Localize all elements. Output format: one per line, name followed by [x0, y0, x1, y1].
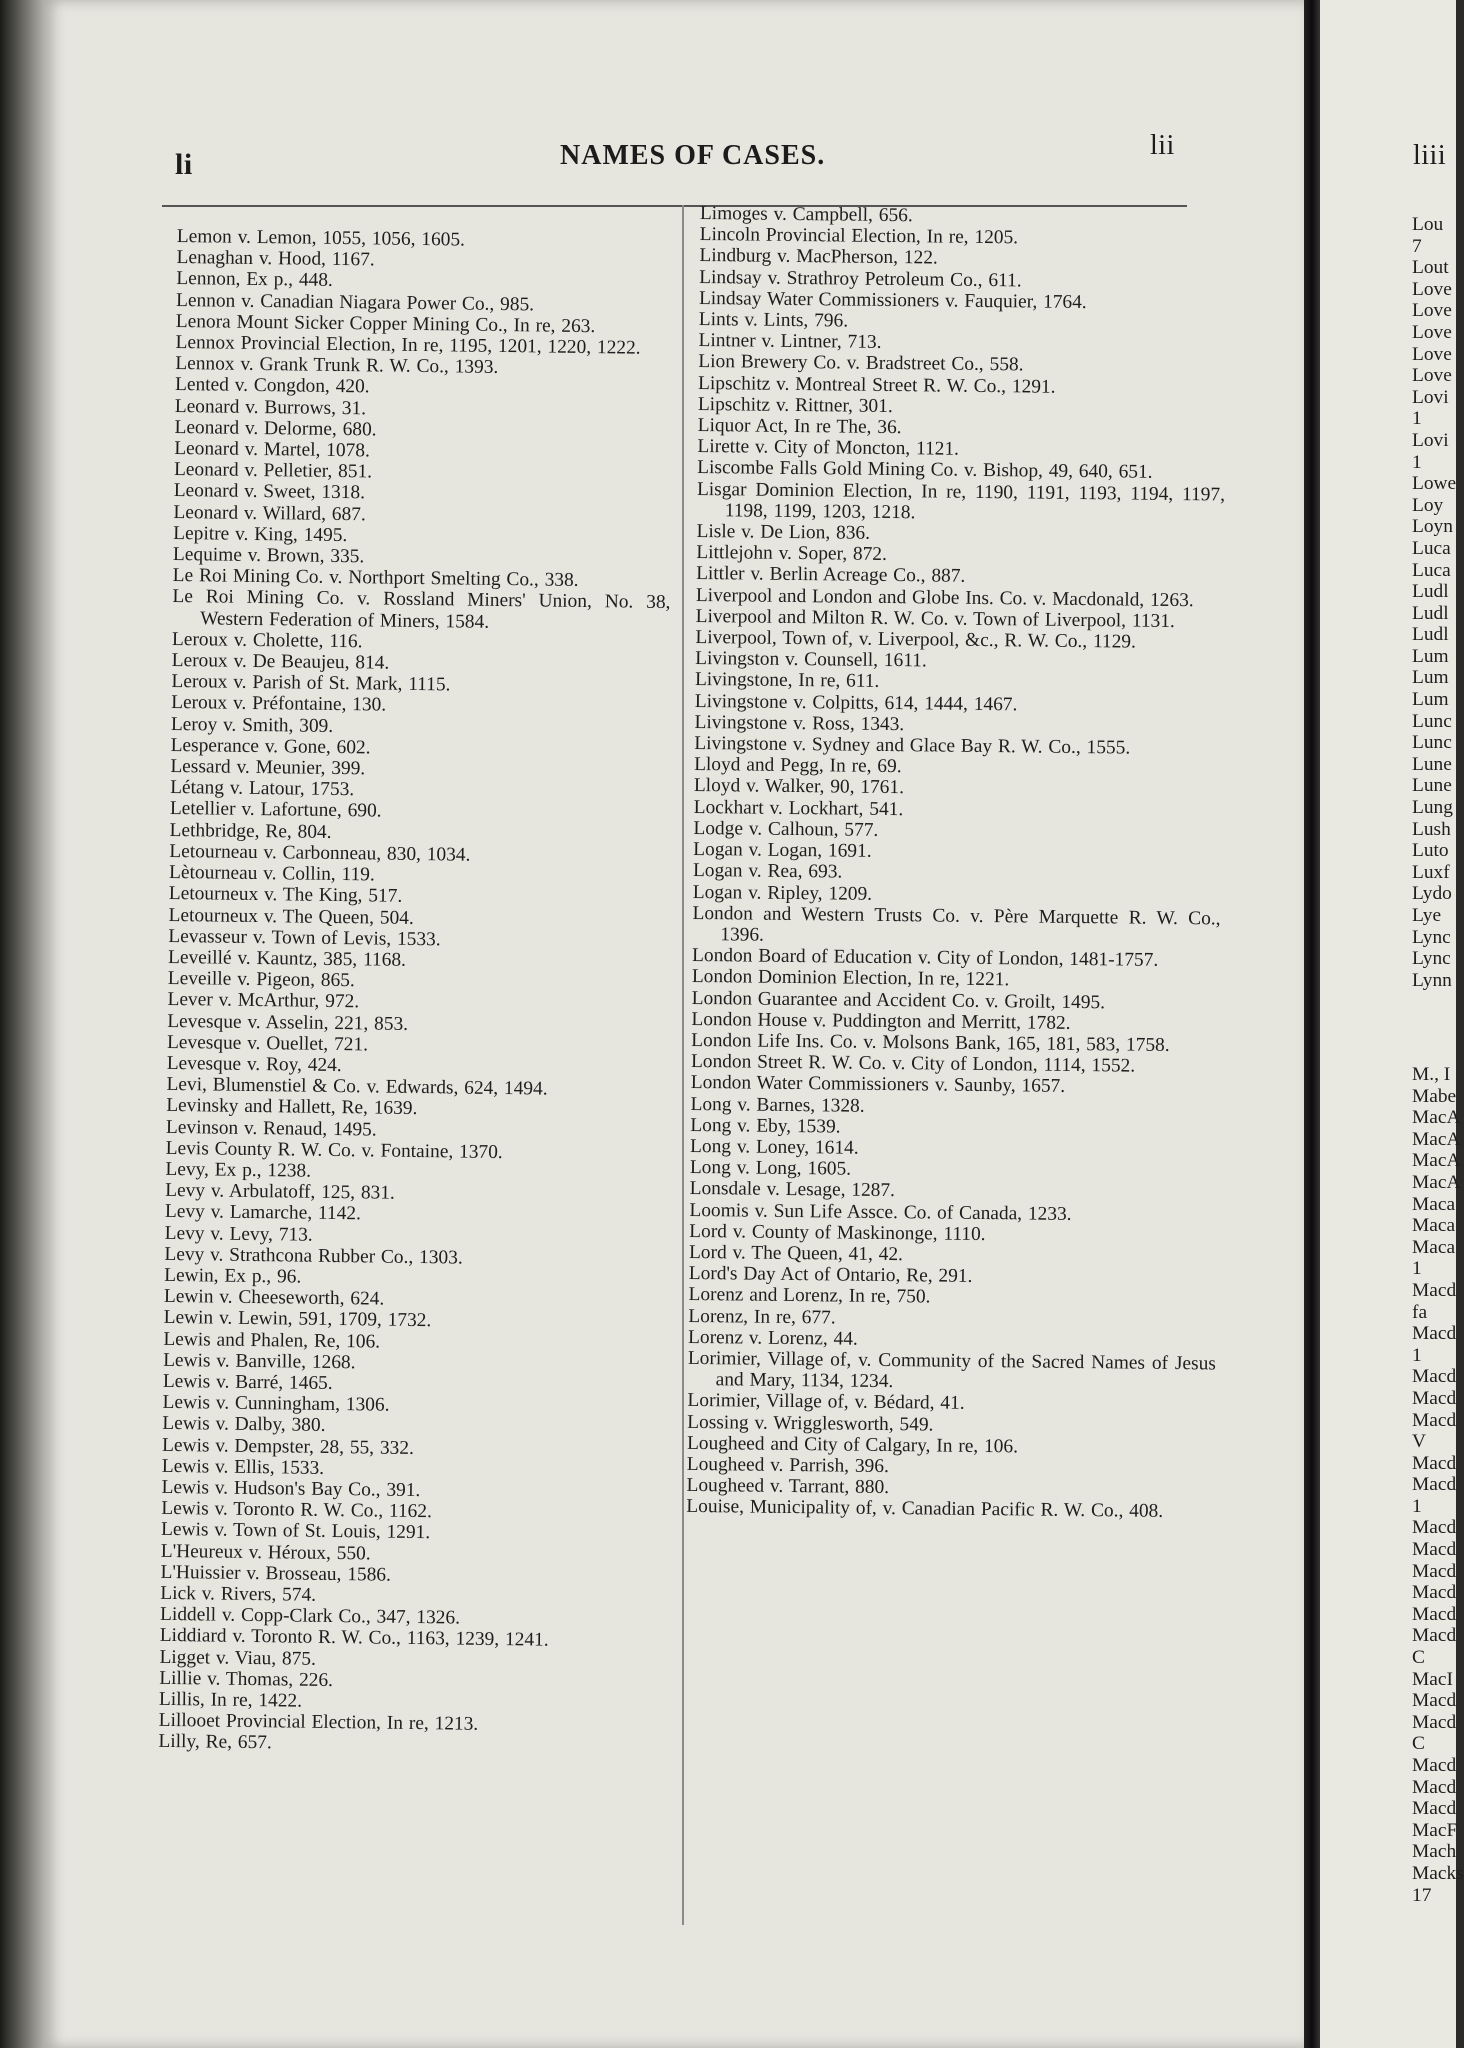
adjacent-page-entry-fragment: 1: [1412, 408, 1422, 430]
case-entry: Levesque v. Asselin, 221, 853.: [167, 1010, 409, 1035]
adjacent-page-entry-fragment: Macd: [1412, 1582, 1457, 1604]
adjacent-page-entry-fragment: MacA: [1412, 1107, 1461, 1129]
adjacent-page-entry-fragment: Mabe: [1412, 1085, 1457, 1107]
adjacent-page-entry-fragment: MacF: [1412, 1819, 1458, 1841]
adjacent-page-entry-fragment: Lowe: [1412, 473, 1457, 495]
case-entry: Letourneux v. The Queen, 504.: [168, 904, 414, 929]
case-entry: Lewin, Ex p., 96.: [164, 1264, 302, 1288]
case-entry: Lennox Provincial Election, In re, 1195, 1201, 1220, 1222.: [175, 332, 641, 359]
adjacent-page-entry-fragment: Lovi: [1412, 386, 1449, 408]
adjacent-page-entry-fragment: Loyn: [1412, 516, 1453, 538]
case-entry: Leroux v. Cholette, 116.: [171, 628, 363, 653]
adjacent-page-entry-fragment: Macd: [1412, 1798, 1457, 1820]
adjacent-page-entry-fragment: M., I: [1412, 1064, 1451, 1085]
case-entry: Lepitre v. King, 1495.: [173, 522, 348, 546]
adjacent-page-entry-fragment: Luca: [1412, 537, 1451, 559]
adjacent-page-entry-fragment: Lou: [1412, 214, 1444, 235]
case-entry: Lewin v. Cheeseworth, 624.: [163, 1286, 385, 1310]
case-entry: Leroux v. Parish of St. Mark, 1115.: [171, 671, 451, 696]
case-entry: Lennon v. Canadian Niagara Power Co., 985.: [175, 289, 535, 315]
adjacent-page-entry-fragment: Macd: [1412, 1474, 1457, 1496]
adjacent-page-entry-fragment: Luxf: [1412, 861, 1450, 883]
case-entry: Lodge v. Calhoun, 577.: [693, 817, 879, 841]
case-entry: Leroux v. Préfontaine, 130.: [171, 692, 387, 717]
book-binding-shadow: [0, 0, 46, 2048]
adjacent-page-entry-fragment: Mach: [1412, 1841, 1457, 1863]
adjacent-page-entry-fragment: Love: [1412, 300, 1452, 322]
case-entry: Letellier v. Lafortune, 690.: [169, 798, 382, 823]
case-entry: Letourneux v. The King, 517.: [168, 883, 403, 908]
book-gutter: [1304, 0, 1320, 2048]
case-entry: Lilly, Re, 657.: [158, 1731, 272, 1754]
running-head-title: NAMES OF CASES.: [560, 140, 826, 171]
adjacent-page-entry-fragment: fa: [1412, 1301, 1428, 1323]
case-entry: Limoges v. Campbell, 656.: [699, 203, 913, 227]
adjacent-page-entry-fragment: Macd: [1412, 1690, 1457, 1712]
column-divider: [682, 205, 684, 1925]
case-entry: Lion Brewery Co. v. Bradstreet Co., 558.: [698, 351, 1024, 376]
case-entry: Lewis v. Banville, 1268.: [163, 1349, 356, 1374]
case-entry: Létang v. Latour, 1753.: [170, 777, 355, 801]
case-entry: Leonard v. Pelletier, 851.: [173, 459, 373, 483]
adjacent-page-entry-fragment: MacI: [1412, 1668, 1453, 1690]
adjacent-page-entry-fragment: Lovi: [1412, 429, 1449, 451]
adjacent-page-entry-fragment: Lydo: [1412, 883, 1452, 905]
case-entry: Lindsay v. Strathroy Petroleum Co., 611.: [699, 266, 1022, 291]
page-number-left: li: [175, 148, 193, 181]
case-entry: Livingstone v. Ross, 1343.: [694, 711, 905, 736]
case-entry: Lisle v. De Lion, 836.: [696, 521, 871, 544]
adjacent-page-entry-fragment: Luto: [1412, 840, 1449, 862]
adjacent-page-stubs-bottom: [1412, 1064, 1464, 1906]
adjacent-page-entry-fragment: Macd: [1412, 1452, 1457, 1474]
case-entry: Lewis v. Town of St. Louis, 1291.: [160, 1519, 431, 1544]
adjacent-page-entry-fragment: Love: [1412, 321, 1452, 343]
adjacent-page-entry-fragment: Love: [1412, 343, 1452, 365]
case-entry: London Board of Education v. City of London, 1481-1757.: [692, 945, 1159, 971]
adjacent-page-entry-fragment: Lye: [1412, 905, 1442, 926]
adjacent-page-entry-fragment: Ludl: [1412, 624, 1449, 646]
case-entry: Lintner v. Lintner, 713.: [698, 330, 882, 354]
case-entry: Leveillé v. Kauntz, 385, 1168.: [167, 946, 407, 971]
case-entry: Levy v. Levy, 713.: [164, 1222, 313, 1246]
case-entry: Levinson v. Renaud, 1495.: [165, 1116, 377, 1141]
case-entry: Livingston v. Counsell, 1611.: [695, 648, 927, 672]
case-entry: Ligget v. Viau, 875.: [159, 1646, 317, 1670]
case-entry: Lenora Mount Sicker Copper Mining Co., In re, 263.: [175, 310, 596, 337]
case-entry: Levinsky and Hallett, Re, 1639.: [166, 1095, 418, 1120]
case-entry: Leonard v. Sweet, 1318.: [173, 480, 366, 504]
case-entry: Levi, Blumenstiel & Co. v. Edwards, 624, 1494.: [166, 1074, 548, 1100]
case-entry: Lewis v. Cunningham, 1306.: [162, 1392, 390, 1416]
case-entry: Littlejohn v. Soper, 872.: [696, 542, 887, 566]
adjacent-page-entry-fragment: Loy: [1412, 494, 1444, 516]
case-entry: Levesque v. Roy, 424.: [166, 1052, 342, 1076]
adjacent-page-entry-fragment: 1: [1412, 1258, 1422, 1280]
case-entry: Lemon v. Lemon, 1055, 1056, 1605.: [176, 226, 466, 251]
adjacent-page-entry-fragment: Lum: [1412, 645, 1449, 667]
case-entry: Lloyd v. Walker, 90, 1761.: [693, 775, 905, 799]
adjacent-page-entry-fragment: Lush: [1412, 818, 1451, 840]
case-entry: L'Huissier v. Brosseau, 1586.: [160, 1561, 392, 1586]
case-entry: Lincoln Provincial Election, In re, 1205.: [699, 224, 1019, 249]
case-entry: Leonard v. Willard, 687.: [173, 501, 366, 525]
adjacent-page-entry-fragment: Lung: [1412, 797, 1453, 819]
case-entry: Leroy v. Smith, 309.: [170, 713, 334, 737]
case-entry: Lewis v. Toronto R. W. Co., 1162.: [161, 1498, 433, 1523]
adjacent-page-entry-fragment: Lum: [1412, 667, 1449, 689]
case-entry: Lewis and Phalen, Re, 106.: [163, 1328, 381, 1353]
case-entry: Lougheed v. Parrish, 396.: [686, 1453, 889, 1478]
case-entry: Lindburg v. MacPherson, 122.: [699, 245, 938, 269]
case-entry: Letourneau v. Carbonneau, 830, 1034.: [169, 840, 471, 866]
adjacent-page-entry-fragment: MacA: [1412, 1150, 1461, 1172]
case-entry: Long v. Long, 1605.: [689, 1157, 852, 1180]
case-entry: Lewis v. Ellis, 1533.: [161, 1455, 325, 1479]
adjacent-page-entry-fragment: Macd: [1412, 1625, 1457, 1647]
adjacent-page-entry-fragment: Macd: [1412, 1603, 1457, 1625]
case-entry: Logan v. Ripley, 1209.: [692, 881, 873, 905]
case-entry: Loomis v. Sun Life Assce. Co. of Canada, 1233.: [689, 1199, 1072, 1225]
case-entry: Lord v. County of Maskinonge, 1110.: [689, 1220, 986, 1245]
case-entry: Logan v. Logan, 1691.: [693, 839, 872, 862]
case-entry: London and Western Trusts Co. v. Père Marquette R. W. Co., 1396.: [692, 902, 1221, 946]
case-entry: Livingstone, In re, 611.: [694, 669, 880, 693]
adjacent-page-entry-fragment: Lunc: [1412, 710, 1452, 732]
adjacent-page-entry-fragment: Macd: [1412, 1387, 1457, 1409]
case-entry: Levis County R. W. Co. v. Fontaine, 1370.: [165, 1137, 503, 1163]
case-entry: Lillooet Provincial Election, In re, 1213.: [158, 1710, 479, 1736]
case-entry: Lennox v. Grank Trunk R. W. Co., 1393.: [175, 353, 499, 379]
case-entry: Levy v. Strathcona Rubber Co., 1303.: [164, 1243, 463, 1269]
case-entry: Lètourneau v. Collin, 119.: [168, 862, 375, 886]
adjacent-page-entry-fragment: 1: [1412, 451, 1422, 473]
case-entry: Lented v. Congdon, 420.: [174, 374, 370, 398]
adjacent-page-entry-fragment: C: [1412, 1647, 1425, 1669]
adjacent-page-entry-fragment: Maca: [1412, 1193, 1456, 1215]
case-entry: Lewis v. Hudson's Bay Co., 391.: [161, 1476, 421, 1502]
case-entry: London Water Commissioners v. Saunby, 1657.: [690, 1072, 1066, 1098]
case-entry: Littler v. Berlin Acreage Co., 887.: [696, 563, 966, 588]
case-entry: Leroux v. De Beaujeu, 814.: [171, 650, 390, 674]
case-entry: Levesque v. Ouellet, 721.: [166, 1031, 369, 1056]
adjacent-page-entry-fragment: Macd: [1412, 1560, 1457, 1582]
case-entry: Levy, Ex p., 1238.: [165, 1158, 312, 1182]
case-entry: Lirette v. City of Moncton, 1121.: [697, 436, 960, 460]
case-entry: Lethbridge, Re, 804.: [169, 819, 332, 843]
adjacent-page-entry-fragment: Macks: [1412, 1862, 1464, 1884]
case-entry: Lennon, Ex p., 448.: [176, 268, 333, 292]
adjacent-page-entry-fragment: Lunc: [1412, 732, 1452, 754]
case-entry: Lints v. Lints, 796.: [698, 309, 849, 332]
case-entry: Lillis, In re, 1422.: [158, 1688, 303, 1712]
case-entry: Lenaghan v. Hood, 1167.: [176, 247, 375, 271]
adjacent-page-entry-fragment: 1: [1412, 1495, 1422, 1517]
adjacent-page-entry-fragment: Lune: [1412, 753, 1452, 775]
case-entry: London Life Ins. Co. v. Molsons Bank, 165, 181, 583, 1758.: [691, 1029, 1170, 1056]
adjacent-page-entry-fragment: Lum: [1412, 689, 1449, 711]
case-entry: Lonsdale v. Lesage, 1287.: [689, 1178, 896, 1202]
case-entry: Levy v. Lamarche, 1142.: [164, 1201, 362, 1225]
adjacent-page-entry-fragment: Maca: [1412, 1236, 1456, 1258]
case-entry: Leonard v. Martel, 1078.: [174, 438, 370, 462]
case-entry: Lorenz, In re, 677.: [688, 1305, 836, 1329]
adjacent-page-stubs-top: [1412, 214, 1456, 991]
case-entry: Long v. Eby, 1539.: [690, 1114, 841, 1138]
case-entry: Livingstone v. Sydney and Glace Bay R. W. Co., 1555.: [694, 733, 1131, 759]
case-entry: Lorimier, Village of, v. Community of the Sacred Names of Jesus and Mary, 1134, 1234.: [687, 1347, 1216, 1393]
case-entry: Lewis v. Dalby, 380.: [162, 1413, 326, 1437]
case-entry: Liddell v. Copp-Clark Co., 347, 1326.: [159, 1604, 461, 1629]
case-entry: Lewis v. Dempster, 28, 55, 332.: [161, 1434, 414, 1459]
adjacent-page-entry-fragment: Luca: [1412, 559, 1451, 581]
case-entry: Le Roi Mining Co. v. Northport Smelting Co., 338.: [172, 565, 579, 592]
case-index-column-left: [158, 226, 675, 1759]
adjacent-page-entry-fragment: Maca: [1412, 1215, 1456, 1237]
case-entry: Leonard v. Burrows, 31.: [174, 395, 367, 419]
case-entry: Lewis v. Barré, 1465.: [162, 1370, 333, 1394]
case-entry: Lipschitz v. Rittner, 301.: [697, 393, 893, 417]
page-number-right: lii: [1150, 130, 1175, 161]
case-entry: Leveille v. Pigeon, 865.: [167, 968, 355, 992]
case-entry: London Dominion Election, In re, 1221.: [691, 966, 1010, 991]
case-entry: Lipschitz v. Montreal Street R. W. Co., 1291.: [698, 372, 1056, 398]
adjacent-page-entry-fragment: 1: [1412, 1344, 1422, 1366]
case-entry: Logan v. Rea, 693.: [692, 860, 843, 883]
case-entry: Lick v. Rivers, 574.: [160, 1582, 317, 1606]
case-entry: Lorenz v. Lorenz, 44.: [688, 1326, 858, 1350]
adjacent-page-entry-fragment: Macd: [1412, 1517, 1457, 1539]
case-entry: Liddiard v. Toronto R. W. Co., 1163, 1239, 1241.: [159, 1625, 549, 1652]
adjacent-page-entry-fragment: 17: [1412, 1884, 1432, 1906]
case-entry: Liverpool and Milton R. W. Co. v. Town of Liverpool, 1131.: [695, 605, 1175, 632]
case-entry: Lougheed and City of Calgary, In re, 106.: [686, 1432, 1019, 1458]
adjacent-page-entry-fragment: C: [1412, 1733, 1425, 1755]
adjacent-page-entry-fragment: Macd: [1412, 1409, 1457, 1431]
page-number-next: liii: [1413, 140, 1447, 171]
case-entry: Liverpool, Town of, v. Liverpool, &c., R. W. Co., 1129.: [695, 627, 1137, 653]
case-entry: Lossing v. Wrigglesworth, 549.: [687, 1411, 934, 1436]
case-entry: Liverpool and London and Globe Ins. Co. v. Macdonald, 1263.: [695, 584, 1194, 611]
case-entry: Levasseur v. Town of Levis, 1533.: [168, 925, 441, 950]
adjacent-page-entry-fragment: Lout: [1412, 257, 1449, 279]
case-entry: Lougheed v. Tarrant, 880.: [686, 1475, 890, 1499]
case-entry: Levy v. Arbulatoff, 125, 831.: [165, 1180, 395, 1204]
adjacent-page-entry-fragment: Lync: [1412, 926, 1451, 948]
case-entry: Lloyd and Pegg, In re, 69.: [694, 754, 902, 778]
adjacent-page-entry-fragment: Macd: [1412, 1366, 1457, 1388]
adjacent-page-entry-fragment: Macd: [1412, 1711, 1457, 1733]
case-entry: Lindsay Water Commissioners v. Fauquier, 1764.: [698, 287, 1087, 313]
case-entry: Long v. Barnes, 1328.: [690, 1093, 865, 1117]
case-entry: Lockhart v. Lockhart, 541.: [693, 796, 904, 820]
case-entry: Lorenz and Lorenz, In re, 750.: [688, 1284, 931, 1308]
adjacent-page-entry-fragment: V: [1412, 1431, 1427, 1453]
case-entry: London Street R. W. Co. v. City of London, 1114, 1552.: [690, 1051, 1136, 1077]
adjacent-page-entry-fragment: Ludl: [1412, 602, 1449, 624]
adjacent-page-entry-fragment: Love: [1412, 278, 1452, 300]
adjacent-page-entry-fragment: MacA: [1412, 1128, 1461, 1150]
case-entry: Lewin v. Lewin, 591, 1709, 1732.: [163, 1307, 432, 1332]
case-entry: Lord's Day Act of Ontario, Re, 291.: [688, 1263, 973, 1288]
adjacent-page-entry-fragment: Lync: [1412, 948, 1451, 970]
case-entry: London Guarantee and Accident Co. v. Groilt, 1495.: [691, 987, 1106, 1013]
case-entry: Louise, Municipality of, v. Canadian Pacific R. W. Co., 408.: [686, 1496, 1164, 1523]
case-entry: Le Roi Mining Co. v. Rossland Miners' Union, No. 38, Western Federation of Miners, 1584.: [172, 586, 671, 633]
adjacent-page-entry-fragment: Lynn: [1412, 969, 1452, 991]
case-entry: Lessard v. Meunier, 399.: [170, 756, 366, 780]
case-entry: Leonard v. Delorme, 680.: [174, 416, 377, 441]
adjacent-page-entry-fragment: Macd: [1412, 1539, 1457, 1561]
adjacent-page-entry-fragment: Ludl: [1412, 581, 1449, 603]
adjacent-page-entry-fragment: Macd: [1412, 1279, 1457, 1301]
case-entry: Liquor Act, In re The, 36.: [697, 415, 902, 439]
case-entry: Livingstone v. Colpitts, 614, 1444, 1467.: [694, 690, 1018, 716]
case-entry: Lisgar Dominion Election, In re, 1190, 1191, 1193, 1194, 1197, 1198, 1199, 1203, 1218.: [696, 478, 1226, 524]
adjacent-page-entry-fragment: Love: [1412, 365, 1452, 387]
adjacent-page-entry-fragment: MacA: [1412, 1171, 1461, 1193]
case-entry: Lillie v. Thomas, 226.: [159, 1667, 334, 1691]
case-entry: L'Heureux v. Héroux, 550.: [160, 1540, 371, 1565]
case-entry: Lesperance v. Gone, 602.: [170, 734, 371, 759]
case-entry: Liscombe Falls Gold Mining Co. v. Bishop, 49, 640, 651.: [697, 457, 1153, 484]
case-entry: Lord v. The Queen, 41, 42.: [688, 1241, 904, 1266]
adjacent-page-entry-fragment: Macd: [1412, 1776, 1457, 1798]
case-entry: London House v. Puddington and Merritt, 1782.: [691, 1008, 1071, 1034]
case-entry: Lequime v. Brown, 335.: [172, 544, 365, 568]
adjacent-page-entry-fragment: 7: [1412, 235, 1422, 257]
case-entry: Long v. Loney, 1614.: [690, 1135, 859, 1159]
adjacent-page-entry-fragment: Macd: [1412, 1323, 1457, 1345]
case-index-column-right: [686, 203, 1228, 1523]
adjacent-page-entry-fragment: Lune: [1412, 775, 1452, 797]
adjacent-page-entry-fragment: Macd: [1412, 1755, 1457, 1776]
case-entry: Lorimier, Village of, v. Bédard, 41.: [687, 1390, 965, 1415]
case-entry: Lever v. McArthur, 972.: [167, 989, 360, 1013]
